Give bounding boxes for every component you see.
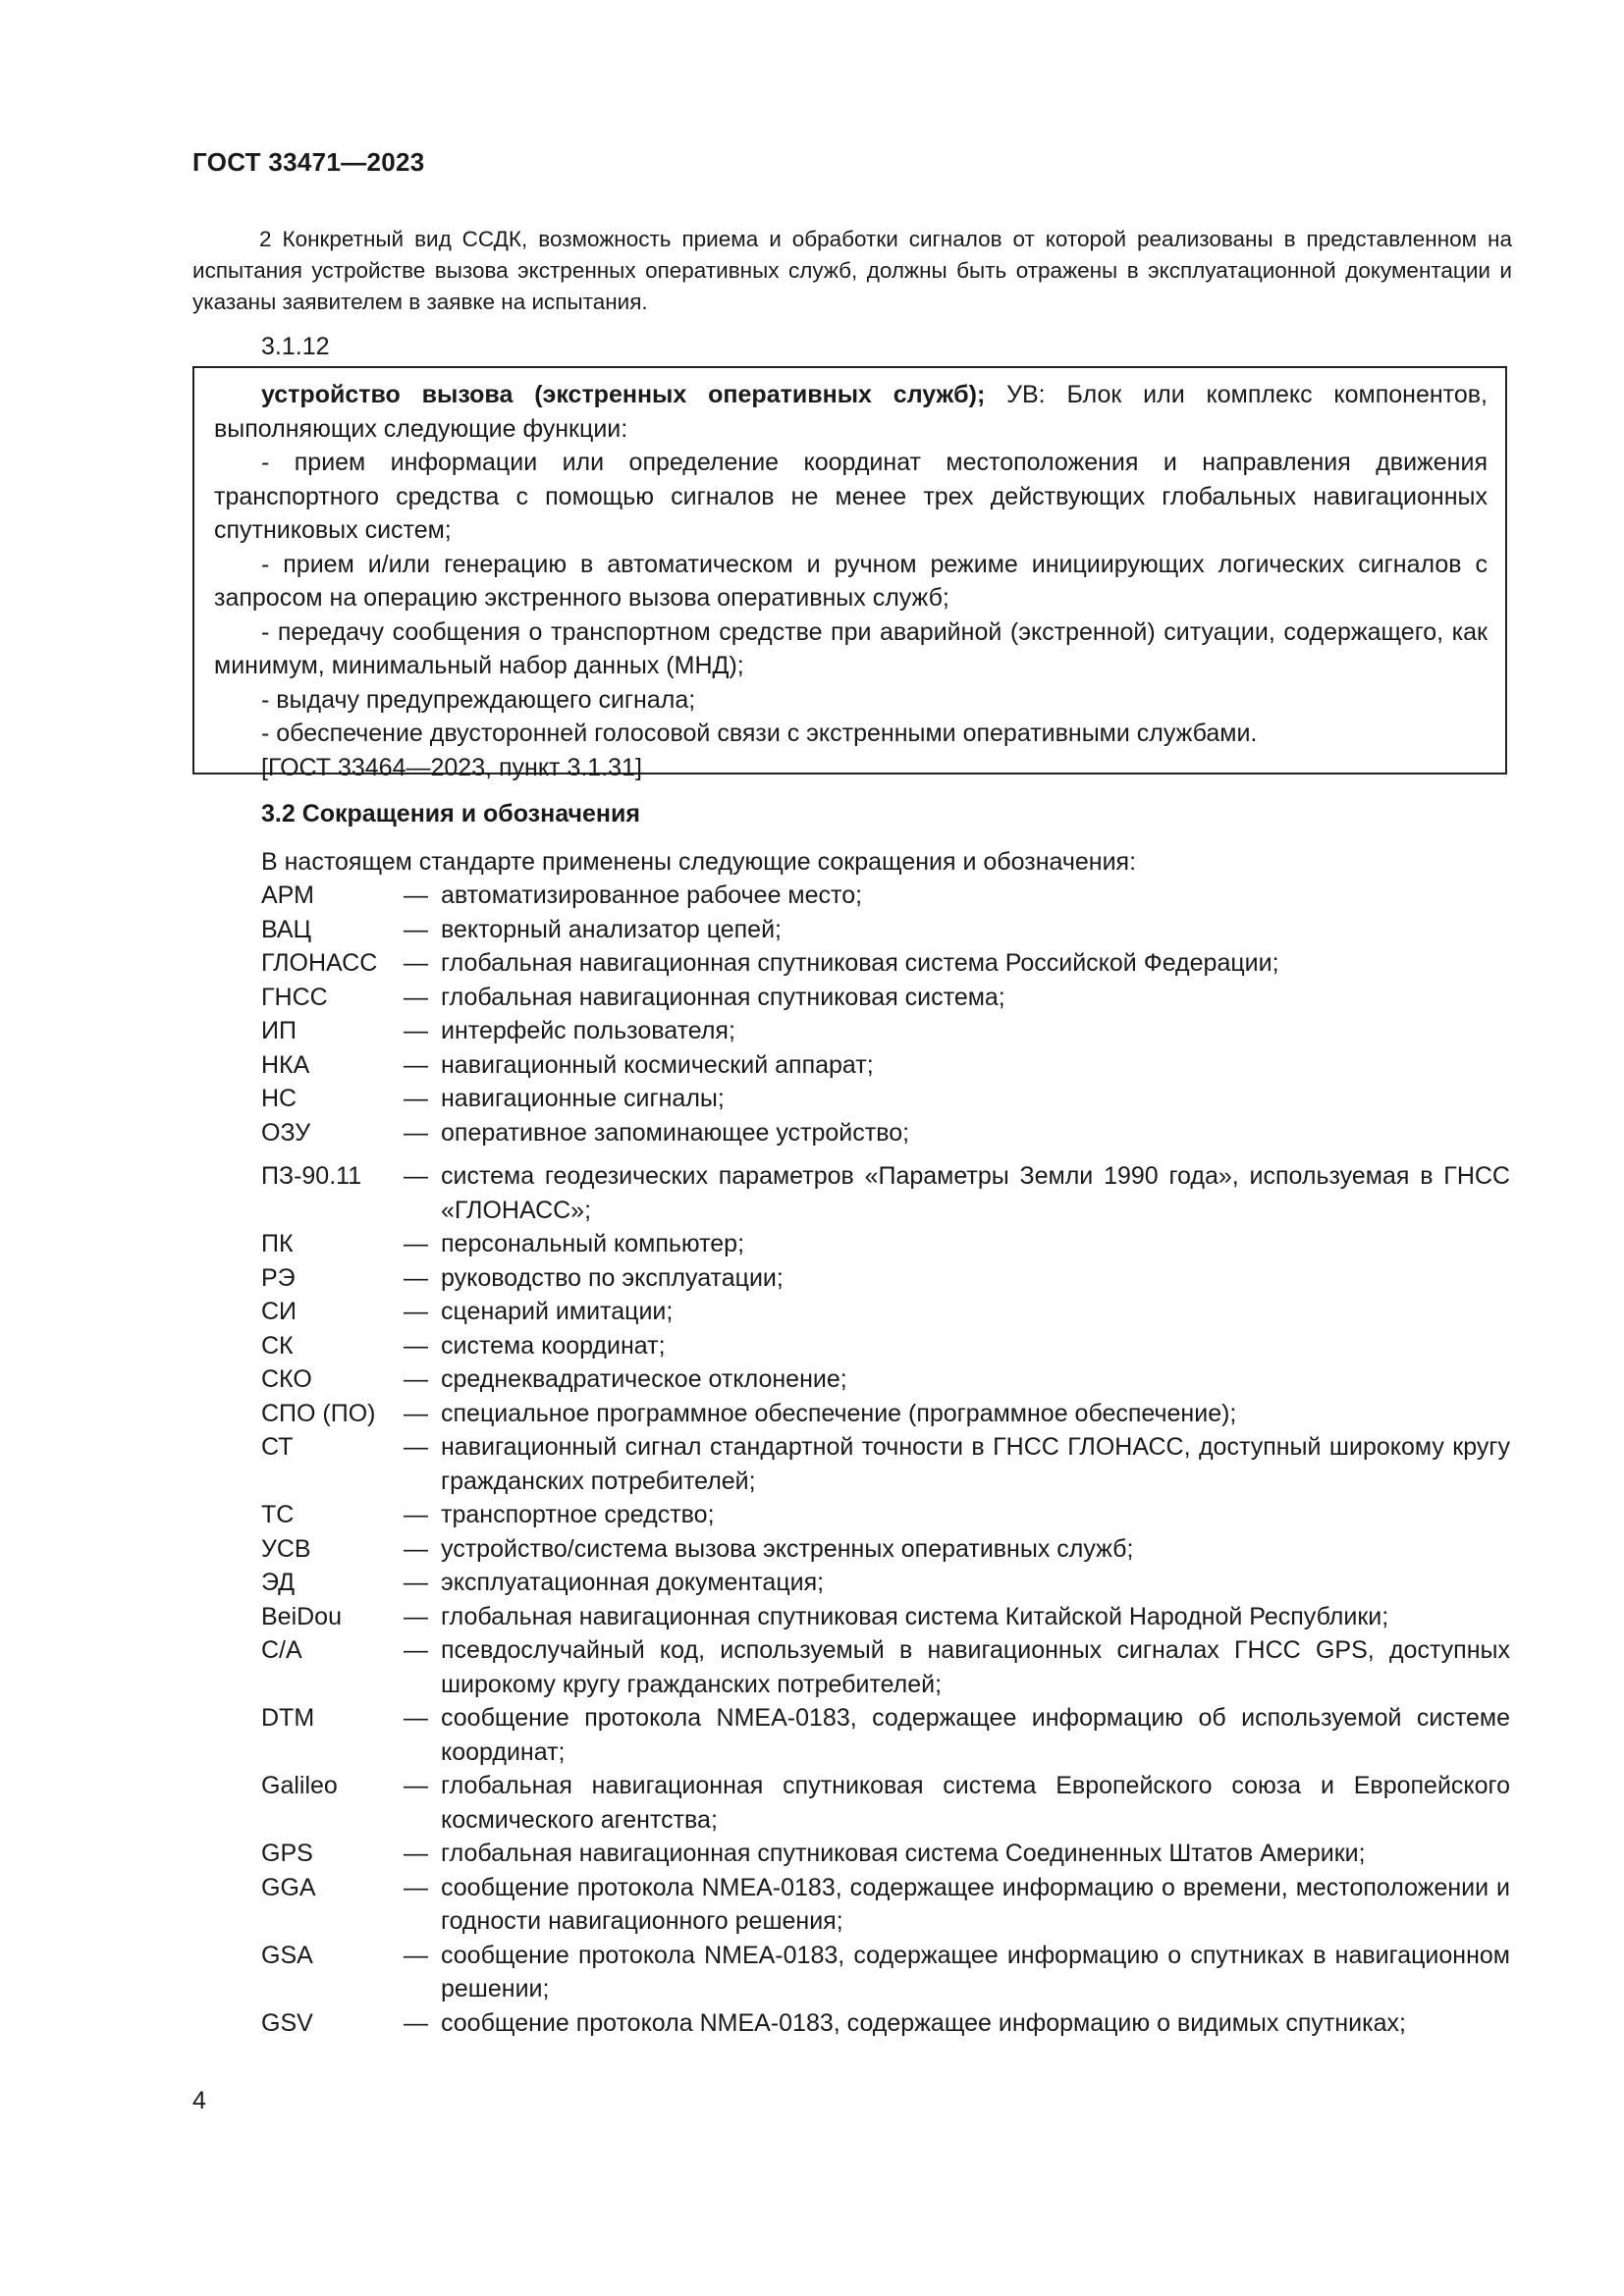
abbreviation-row <box>261 946 1510 981</box>
abbreviation-dash: — <box>404 1365 428 1393</box>
abbreviation-definition: устройство/система вызова экстренных оперативных служб; <box>441 1534 1134 1563</box>
abbreviation-row <box>261 879 1510 913</box>
abbreviation-dash: — <box>404 1602 428 1630</box>
abbreviation-definition: глобальная навигационная спутниковая система Европейского союза и Европейского космического агентства; <box>441 1772 1510 1834</box>
abbreviation-code: УСВ <box>261 1534 311 1563</box>
abbreviation-dash: — <box>404 1840 428 1867</box>
term-definition-box <box>192 366 1507 781</box>
abbreviation-definition: автоматизированное рабочее место; <box>441 881 863 909</box>
abbreviation-definition: навигационный сигнал стандартной точности в ГНСС ГЛОНАСС, доступный широкому кругу гражданских потребителей; <box>441 1433 1510 1495</box>
abbreviation-definition: система координат; <box>441 1331 666 1360</box>
abbreviation-row <box>261 1048 1510 1083</box>
abbreviation-code: СПО (ПО) <box>261 1399 376 1427</box>
abbreviation-code: ПК <box>261 1230 294 1257</box>
abbreviation-row <box>261 1329 1510 1363</box>
abbreviation-definition: руководство по эксплуатации; <box>441 1263 784 1292</box>
abbreviation-code: ЭД <box>261 1569 296 1596</box>
abbreviation-code: ТС <box>261 1501 295 1528</box>
abbreviation-definition: транспортное средство; <box>441 1501 715 1528</box>
abbreviation-row <box>261 1261 1510 1296</box>
abbreviation-definition: среднеквадратическое отклонение; <box>441 1365 847 1393</box>
abbreviation-code: ИП <box>261 1017 297 1044</box>
abbreviation-dash: — <box>404 1873 428 1901</box>
abbreviation-code: СКО <box>261 1365 312 1393</box>
abbreviation-definition: интерфейс пользователя; <box>441 1017 735 1044</box>
abbreviation-code: СИ <box>261 1298 298 1325</box>
abbreviation-dash: — <box>404 1772 428 1799</box>
abbreviation-row <box>261 2006 1510 2041</box>
abbreviation-code: DTM <box>261 1704 315 1732</box>
abbreviation-row <box>261 1082 1510 1116</box>
abbreviation-dash: — <box>404 1263 428 1292</box>
abbreviation-code: ГНСС <box>261 983 328 1011</box>
abbreviation-definition: глобальная навигационная спутниковая система Китайской Народной Республики; <box>441 1602 1389 1630</box>
abbreviation-row <box>261 1227 1510 1261</box>
abbreviation-row <box>261 1498 1510 1532</box>
abbreviation-dash: — <box>404 1501 428 1528</box>
abbreviation-definition: векторный анализатор цепей; <box>441 915 782 943</box>
abbreviation-dash: — <box>404 983 428 1011</box>
abbreviation-code: Galileo <box>261 1772 338 1799</box>
term-item: - выдачу предупреждающего сигнала; <box>261 685 696 714</box>
abbreviation-row <box>261 981 1510 1015</box>
abbreviation-code: СТ <box>261 1433 294 1461</box>
abbreviation-definition: глобальная навигационная спутниковая система Соединенных Штатов Америки; <box>441 1840 1366 1867</box>
abbreviation-dash: — <box>404 1162 428 1190</box>
term-lead <box>214 378 1488 446</box>
abbreviation-row <box>261 1362 1510 1397</box>
abbreviation-dash: — <box>404 1017 428 1044</box>
abbreviation-definition: сообщение протокола NMEA-0183, содержащее информацию об используемой системе координат; <box>441 1704 1510 1766</box>
abbreviation-code: ПЗ-90.11 <box>261 1162 362 1190</box>
abbreviation-definition: система геодезических параметров «Параметры Земли 1990 года», используемая в ГНСС «ГЛОНАСС»; <box>441 1162 1510 1224</box>
abbreviation-definition: персональный компьютер; <box>441 1230 745 1257</box>
abbreviation-row <box>261 1769 1510 1837</box>
abbreviation-row <box>261 1116 1510 1150</box>
abbreviation-row <box>261 1295 1510 1329</box>
abbreviation-row <box>261 1397 1510 1431</box>
abbreviation-row <box>261 1014 1510 1048</box>
abbreviation-definition: псевдослучайный код, используемый в навигационных сигналах ГНСС GPS, доступных широкому кругу гражданских потребителей; <box>441 1636 1510 1698</box>
abbreviation-list <box>261 879 1510 2040</box>
abbreviation-code: GSA <box>261 1941 313 1969</box>
term-source: [ГОСТ 33464—2023, пункт 3.1.31] <box>261 753 642 781</box>
abbreviation-code: АРМ <box>261 881 314 909</box>
abbreviation-definition: глобальная навигационная спутниковая система; <box>441 983 1005 1011</box>
abbreviation-dash: — <box>404 1569 428 1596</box>
abbreviation-dash: — <box>404 1433 428 1461</box>
abbreviation-code: РЭ <box>261 1263 296 1292</box>
abbreviation-row <box>261 1430 1510 1498</box>
document-header: ГОСТ 33471—2023 <box>192 147 425 177</box>
abbreviation-dash: — <box>404 949 428 977</box>
abbreviation-row <box>261 1600 1510 1634</box>
abbreviation-definition: сообщение протокола NMEA-0183, содержащее информацию о времени, местоположении и годности навигационного решения; <box>441 1873 1510 1935</box>
abbreviation-definition: сообщение протокола NMEA-0183, содержащее информацию о видимых спутниках; <box>441 2008 1406 2037</box>
abbreviation-row <box>261 1159 1510 1227</box>
abbreviation-code: НКА <box>261 1050 310 1079</box>
term-definition: УВ: Блок или комплекс компонентов, выполняющих следующие функции: <box>214 381 1488 443</box>
abbreviation-code: СК <box>261 1331 294 1360</box>
abbreviation-dash: — <box>404 1534 428 1563</box>
abbreviation-definition: навигационный космический аппарат; <box>441 1050 874 1079</box>
abbreviation-row <box>261 1532 1510 1567</box>
abbreviation-code: ОЗУ <box>261 1118 311 1147</box>
abbreviation-dash: — <box>404 1118 428 1147</box>
abbreviation-code: C/A <box>261 1636 302 1664</box>
section-intro: В настоящем стандарте применены следующие сокращения и обозначения: <box>261 848 1137 876</box>
page-number: 4 <box>192 2087 206 2114</box>
abbreviation-dash: — <box>404 1230 428 1257</box>
term-item: - обеспечение двусторонней голосовой связи с экстренными оперативными службами. <box>261 720 1258 747</box>
term-item: - прием и/или генерацию в автоматическом и ручном режиме инициирующих логических сигналов с запросом на операцию экстренного вызова оперативных служб; <box>214 550 1488 612</box>
abbreviation-dash: — <box>404 1331 428 1360</box>
abbreviation-dash: — <box>404 1941 428 1969</box>
term-item: - прием информации или определение координат местоположения и направления движения транспортного средства с помощью сигналов не менее трех действующих глобальных навигационных спутниковых систем; <box>214 449 1488 544</box>
abbreviation-dash: — <box>404 1050 428 1079</box>
abbreviation-definition: навигационные сигналы; <box>441 1085 725 1112</box>
abbreviation-dash: — <box>404 881 428 909</box>
abbreviation-dash: — <box>404 1399 428 1427</box>
section-title: 3.2 Сокращения и обозначения <box>261 800 640 828</box>
abbreviation-definition: эксплуатационная документация; <box>441 1569 825 1596</box>
abbreviation-code: ГЛОНАСС <box>261 949 378 977</box>
abbreviation-row <box>261 1871 1510 1939</box>
term-name: устройство вызова (экстренных оперативных служб); <box>261 381 986 408</box>
note-paragraph: 2 Конкретный вид ССДК, возможность приема и обработки сигналов от которой реализованы в представленном на испытания устройстве вызова экстренных оперативных служб, должны быть отражены в эксплуатационной документации и указаны заявителем в заявке на испытания. <box>192 227 1512 314</box>
abbreviation-dash: — <box>404 2008 428 2037</box>
abbreviation-code: НС <box>261 1085 298 1112</box>
abbreviation-dash: — <box>404 1085 428 1112</box>
abbreviation-row <box>261 913 1510 947</box>
abbreviation-dash: — <box>404 1298 428 1325</box>
abbreviation-definition: оперативное запоминающее устройство; <box>441 1118 910 1147</box>
abbreviation-definition: сценарий имитации; <box>441 1298 674 1325</box>
abbreviation-dash: — <box>404 1636 428 1664</box>
abbreviation-definition: специальное программное обеспечение (программное обеспечение); <box>441 1399 1237 1427</box>
term-item: - передачу сообщения о транспортном средстве при аварийной (экстренной) ситуации, содержащего, как минимум, минимальный набор данных (МНД); <box>214 617 1488 679</box>
abbreviation-code: GGA <box>261 1873 316 1901</box>
abbreviation-row <box>261 1939 1510 2006</box>
abbreviation-code: ВАЦ <box>261 915 312 943</box>
abbreviation-row <box>261 1633 1510 1701</box>
abbreviation-dash: — <box>404 915 428 943</box>
abbreviation-code: GSV <box>261 2008 313 2037</box>
abbreviation-code: GPS <box>261 1840 313 1867</box>
abbreviation-definition: глобальная навигационная спутниковая система Российской Федерации; <box>441 949 1279 977</box>
abbreviation-row <box>261 1701 1510 1769</box>
abbreviation-code: BeiDou <box>261 1602 342 1630</box>
abbreviation-definition: сообщение протокола NMEA-0183, содержащее информацию о спутниках в навигационном решении; <box>441 1941 1510 2002</box>
abbreviation-row <box>261 1837 1510 1871</box>
abbreviation-row <box>261 1566 1510 1600</box>
abbreviation-dash: — <box>404 1704 428 1732</box>
term-number: 3.1.12 <box>261 333 330 360</box>
